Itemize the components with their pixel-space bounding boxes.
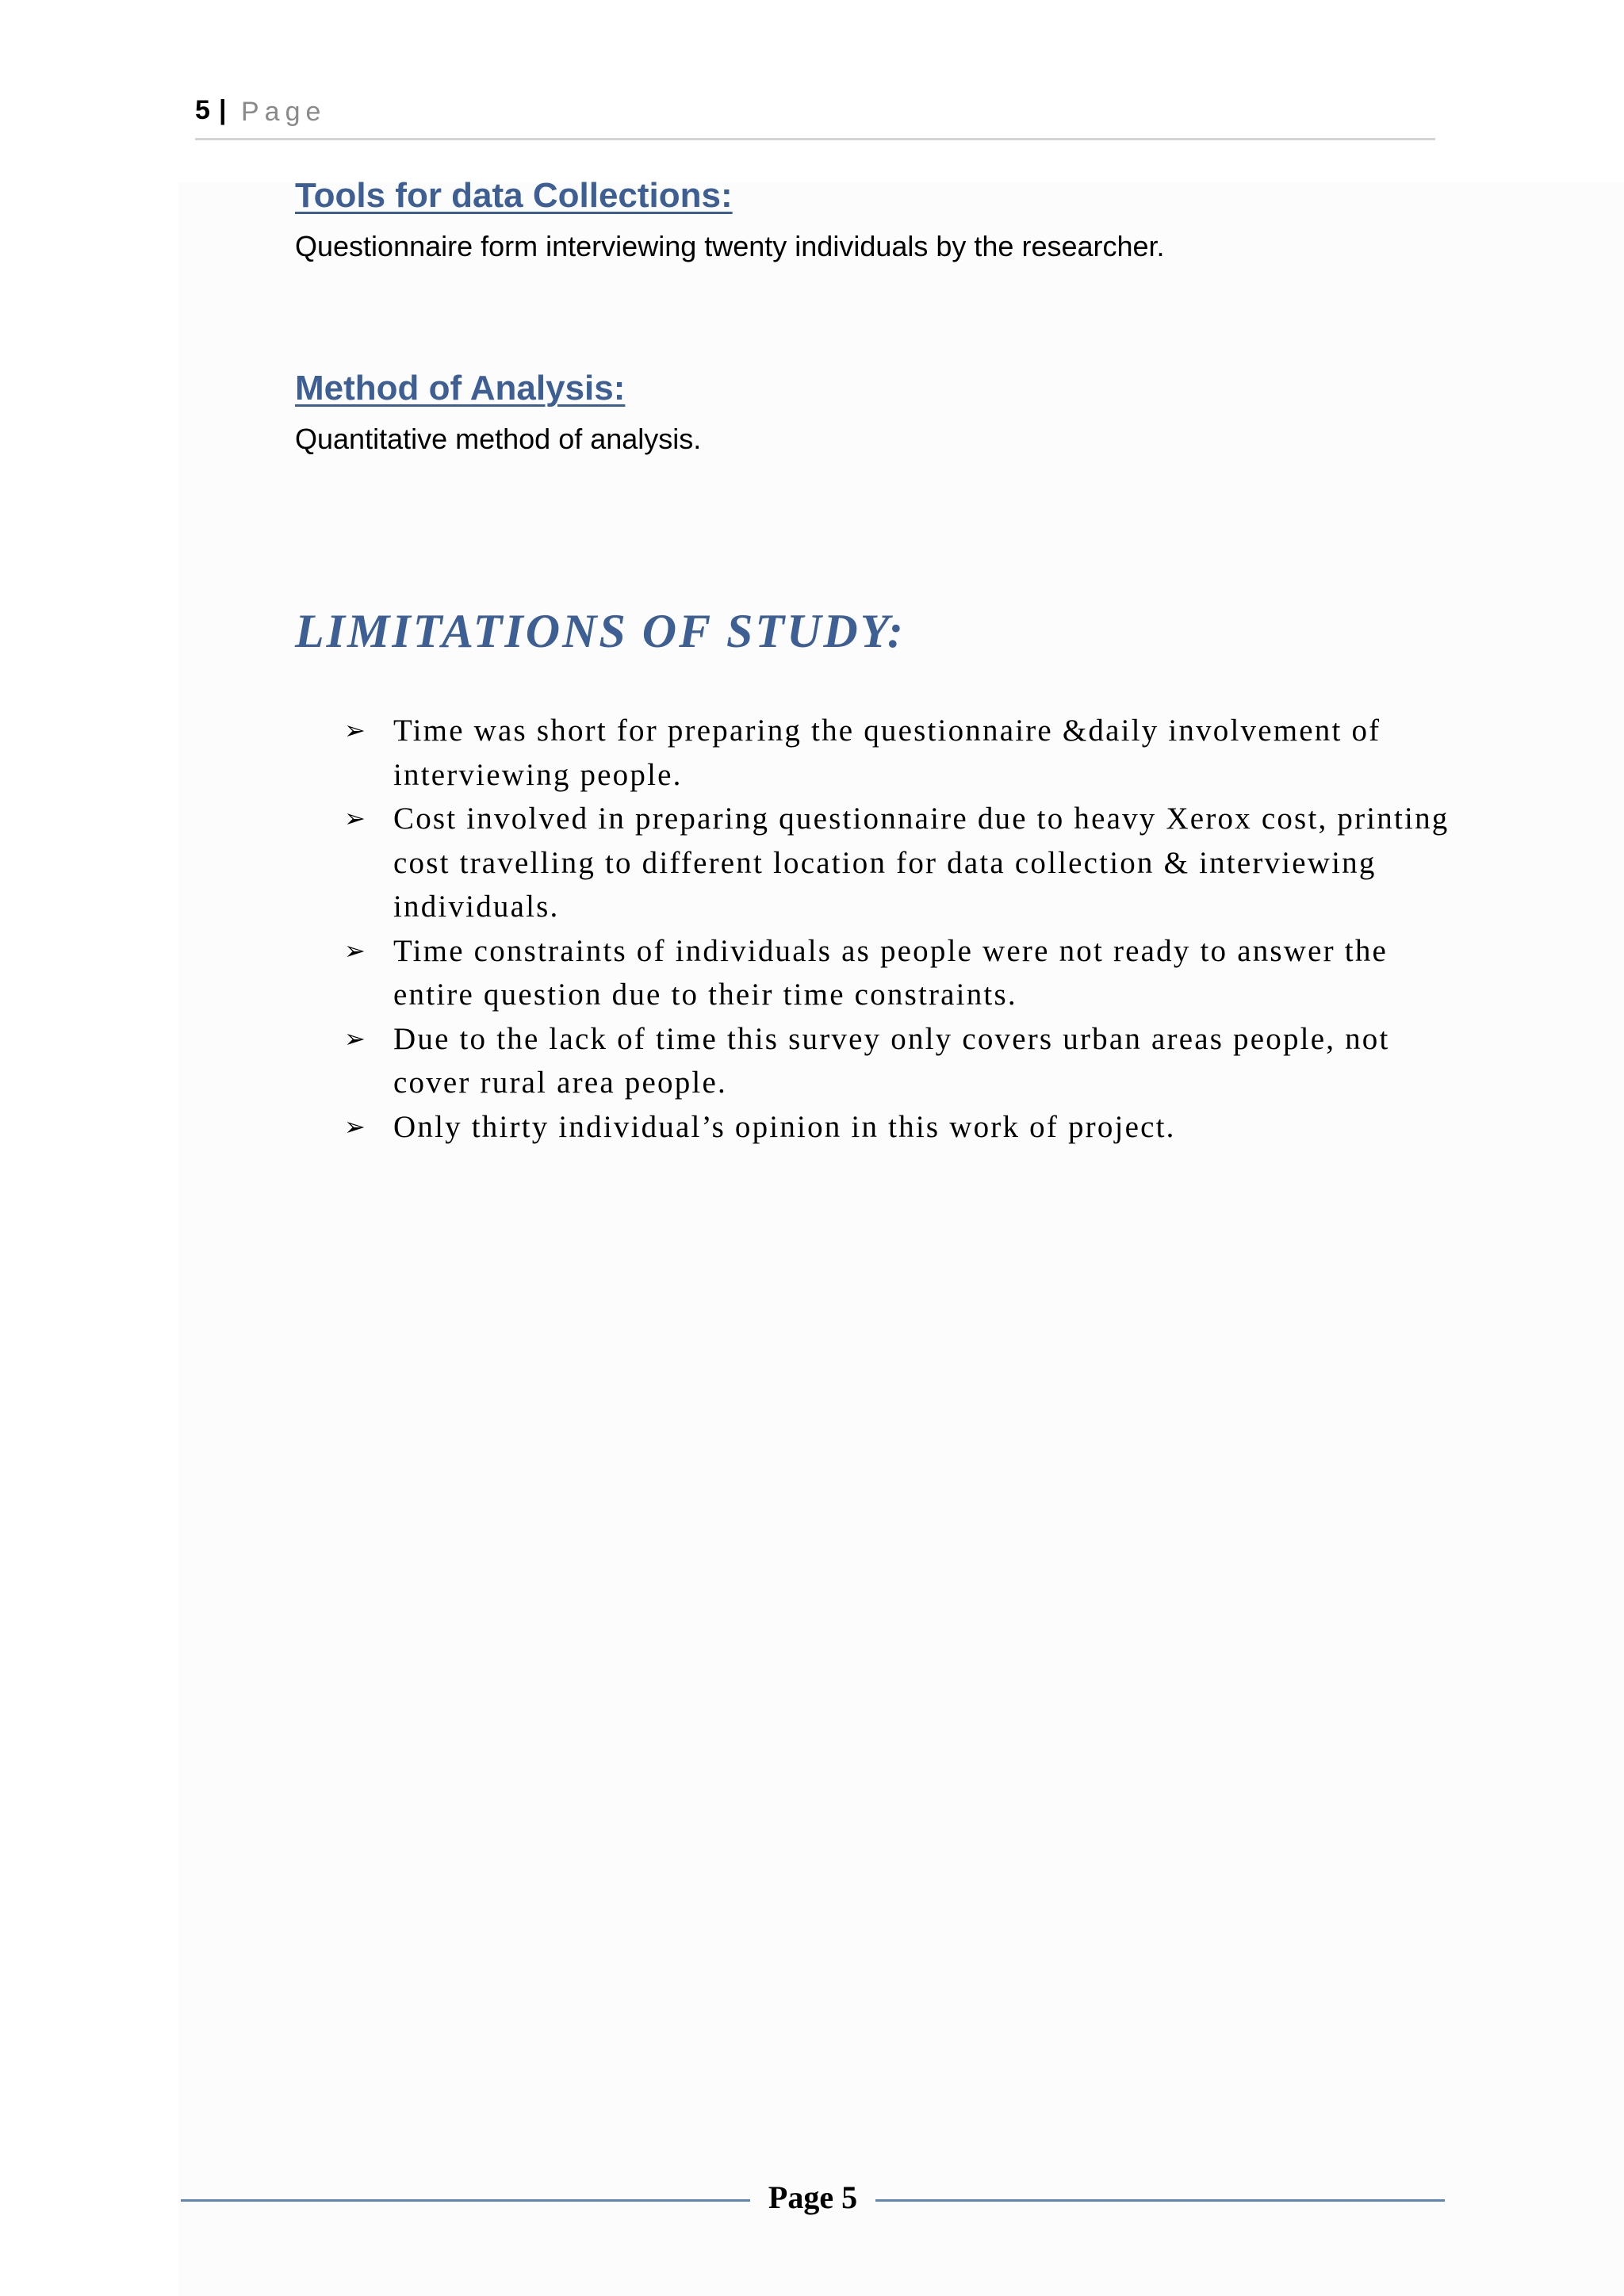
tools-heading: Tools for data Collections: <box>295 176 733 215</box>
list-item <box>344 1105 1454 1150</box>
arrowhead-bullet-icon: ➢ <box>344 803 368 833</box>
method-text: Quantitative method of analysis. <box>295 423 702 455</box>
arrowhead-bullet-icon: ➢ <box>344 715 368 745</box>
method-heading: Method of Analysis: <box>295 369 626 408</box>
page-background <box>178 182 1624 2296</box>
list-item <box>344 1017 1454 1105</box>
list-item-text: Cost involved in preparing questionnaire due to heavy Xerox cost, printing cost travelling to different location for data collection & interviewing individuals. <box>393 802 1450 924</box>
arrowhead-bullet-icon: ➢ <box>344 935 368 966</box>
header-page-word: Page <box>241 97 327 127</box>
limitations-heading: LIMITATIONS OF STUDY: <box>295 605 906 657</box>
arrowhead-bullet-icon: ➢ <box>344 1023 368 1054</box>
list-item-text: Time constraints of individuals as people were not ready to answer the entire question due to their time constraints. <box>393 933 1388 1012</box>
footer-rule-left <box>181 2199 750 2202</box>
arrowhead-bullet-icon: ➢ <box>344 1111 368 1142</box>
list-item <box>344 797 1454 929</box>
limitations-list <box>344 709 1454 1149</box>
list-item-text: Only thirty individual’s opinion in this work of project. <box>393 1109 1176 1144</box>
list-item-text: Time was short for preparing the questionnaire &daily involvement of interviewing people. <box>393 714 1381 792</box>
list-item <box>344 709 1454 797</box>
list-item-text: Due to the lack of time this survey only covers urban areas people, not cover rural area people. <box>393 1021 1390 1100</box>
footer-page-label: Page 5 <box>768 2179 858 2215</box>
tools-text: Questionnaire form interviewing twenty individuals by the researcher. <box>295 230 1165 262</box>
list-item <box>344 929 1454 1017</box>
footer-rule-right <box>875 2199 1445 2202</box>
header-separator: | <box>219 95 227 125</box>
page-header <box>195 94 1435 140</box>
header-page-number: 5 <box>195 95 210 125</box>
